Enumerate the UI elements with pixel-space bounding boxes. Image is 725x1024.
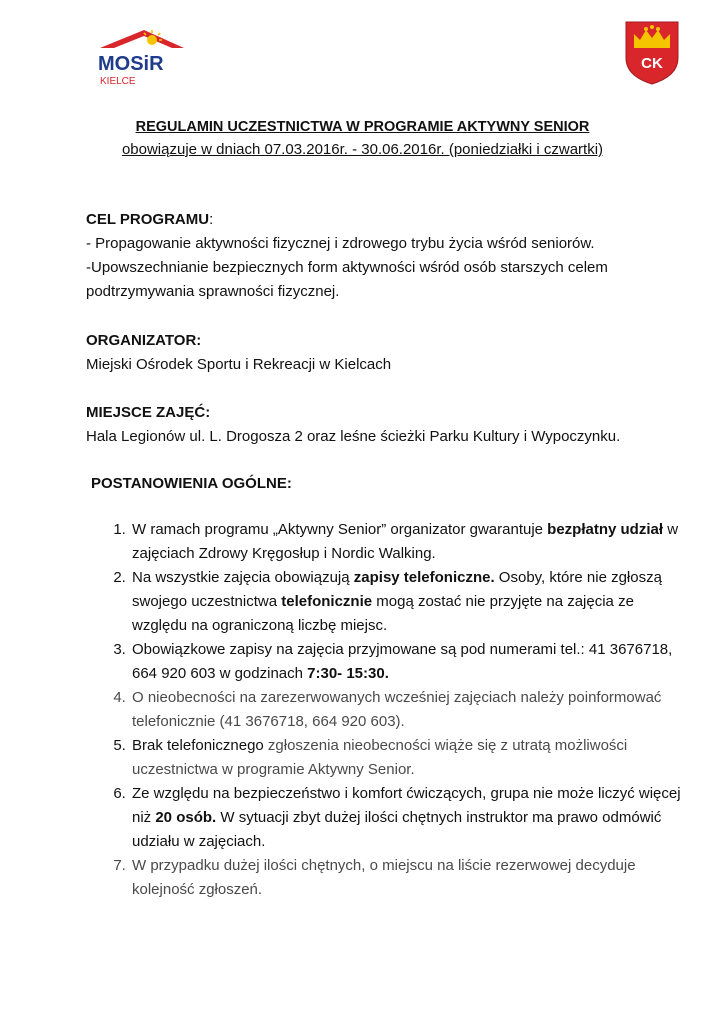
cel-item-1: - Propagowanie aktywności fizycznej i zdrowego trybu życia wśród seniorów. xyxy=(86,235,595,252)
rule-2-text-e: mogą zostać nie przyjęte na zajęcia ze względu na ograniczoną liczbę miejsc. xyxy=(132,593,634,634)
rules-list xyxy=(90,518,690,902)
rule-item-6 xyxy=(130,782,690,854)
rule-1-bold: bezpłatny udział xyxy=(547,521,664,538)
rule-1-text-c: w zajęciach Zdrowy Kręgosłup i Nordic Walking. xyxy=(132,521,679,562)
miejsce-text: Hala Legionów ul. L. Drogosza 2 oraz leśne ścieżki Parku Kultury i Wypoczynku. xyxy=(86,428,621,445)
rule-2-bold-1: zapisy telefoniczne. xyxy=(353,569,495,586)
rule-item-2 xyxy=(130,566,690,638)
cel-heading-row xyxy=(86,208,666,232)
cel-item-2: -Upowszechnianie bezpiecznych form aktywności wśród osób starszych celem podtrzymywania sprawności fizycznej. xyxy=(86,259,608,300)
rule-4-text: O nieobecności na zarezerwowanych wcześniej zajęciach należy poinformować telefonicznie (41 3676718, 664 920 603). xyxy=(132,689,662,730)
rule-6-bold: 20 osób. xyxy=(155,809,217,826)
ck-crest-logo xyxy=(622,18,682,86)
section-miejsce-zajec xyxy=(86,401,666,449)
rule-item-3 xyxy=(130,638,690,686)
mosir-logo-text: MOSiR xyxy=(98,53,164,75)
rule-1-text-a: W ramach programu „Aktywny Senior” organizator gwarantuje xyxy=(132,521,548,538)
rule-5-text-b: zgłoszenia nieobecności wiąże się z utratą możliwości uczestnictwa w programie Aktywny Senior. xyxy=(132,737,628,778)
rule-2-text-c: Osoby, które nie zgłoszą swojego uczestnictwa xyxy=(132,569,662,610)
section-cel-programu xyxy=(86,208,666,304)
rule-3-bold: 7:30- 15:30. xyxy=(307,665,389,682)
rule-6-text-c: W sytuacji zbyt dużej ilości chętnych instruktor ma prawo odmówić udziału w zajęciach. xyxy=(132,809,662,850)
title-block xyxy=(0,116,725,162)
rule-item-4 xyxy=(130,686,690,734)
rule-7-text: W przypadku dużej ilości chętnych, o miejscu na liście rezerwowej decyduje kolejność zgłoszeń. xyxy=(132,857,636,898)
organizator-heading: ORGANIZATOR: xyxy=(86,332,202,349)
rule-item-7 xyxy=(130,854,690,902)
document-title: REGULAMIN UCZESTNICTWA W PROGRAMIE AKTYWNY SENIOR xyxy=(135,119,590,135)
mosir-logo xyxy=(92,26,192,90)
cel-heading: CEL PROGRAMU xyxy=(86,211,210,228)
section-postanowienia xyxy=(91,472,671,496)
rule-item-5 xyxy=(130,734,690,782)
section-organizator xyxy=(86,329,666,377)
cel-heading-colon: : xyxy=(209,211,214,228)
document-subtitle: obowiązuje w dniach 07.03.2016r. - 30.06.2016r. (poniedziałki i czwartki) xyxy=(121,141,604,158)
mosir-logo-city: KIELCE xyxy=(100,76,136,87)
rule-2-text-a: Na wszystkie zajęcia obowiązują xyxy=(132,569,354,586)
ck-crest-text: CK xyxy=(641,55,663,72)
rule-5-text-a: Brak telefonicznego xyxy=(132,737,264,754)
rule-3-text-a: Obowiązkowe zapisy na zajęcia przyjmowane są pod numerami tel.: 41 3676718, 664 920 603 w godzinach xyxy=(132,641,673,682)
rule-item-1 xyxy=(130,518,690,566)
postanowienia-heading: POSTANOWIENIA OGÓLNE: xyxy=(91,475,292,492)
rule-6-text-a: Ze względu na bezpieczeństwo i komfort ćwiczących, grupa nie może liczyć więcej niż xyxy=(132,785,681,826)
organizator-text: Miejski Ośrodek Sportu i Rekreacji w Kielcach xyxy=(86,356,392,373)
rule-2-bold-2: telefonicznie xyxy=(281,593,373,610)
miejsce-heading: MIEJSCE ZAJĘĆ: xyxy=(86,404,211,421)
